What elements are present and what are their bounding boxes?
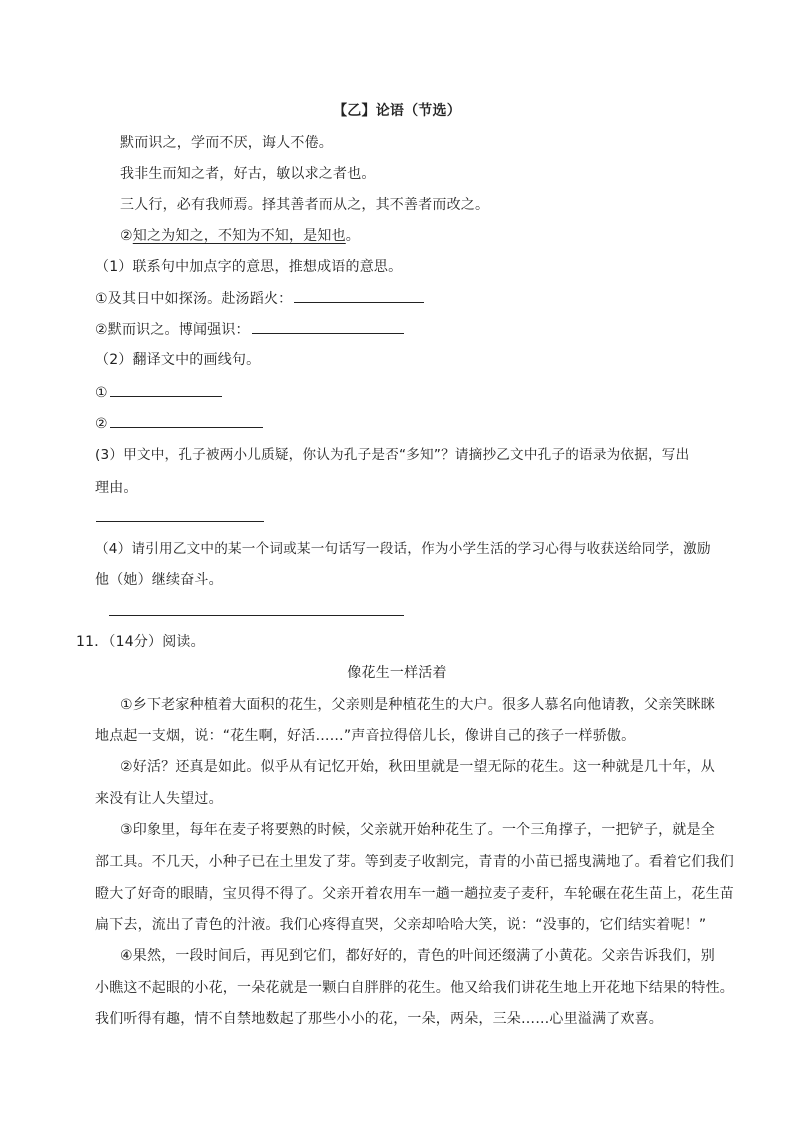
answer-blank[interactable]	[294, 288, 424, 303]
q4-line-1: （4）请引用乙文中的某一个词或某一句话写一段话，作为小学生活的学习心得与收获送给同学，激励	[95, 541, 711, 557]
analects-line-1: 默而识之，学而不厌，诲人不倦。	[120, 135, 333, 151]
answer-blank[interactable]	[110, 382, 222, 397]
paragraph-1-line-1: ①乡下老家种植着大面积的花生，父亲则是种植花生的大户。很多人慕名向他请教，父亲笑眯眯	[120, 697, 715, 713]
q3-line-2: 理由。	[95, 480, 138, 496]
q2-prompt: （2）翻译文中的画线句。	[95, 352, 261, 368]
analects-line-4	[120, 226, 360, 246]
q2-item-1-marker: ①	[95, 385, 108, 401]
paragraph-3-line-3: 瞪大了好奇的眼睛，宝贝得不得了。父亲开着农用车一趟一趟拉麦子麦秆，车轮碾在花生苗上，花生苗	[95, 886, 734, 902]
q11-label: 11．（14分）阅读。	[76, 634, 205, 650]
q2-item-2-marker: ②	[95, 416, 108, 432]
analects-line-3: 三人行，必有我师焉。择其善者而从之，其不善者而改之。	[120, 197, 490, 213]
answer-line[interactable]	[96, 521, 264, 522]
answer-blank[interactable]	[110, 413, 263, 428]
answer-line[interactable]	[109, 615, 404, 616]
analects-line-2: 我非生而知之者，好古，敏以求之者也。	[120, 166, 376, 182]
answer-blank[interactable]	[252, 319, 404, 334]
paragraph-4-line-1: ④果然，一段时间后，再见到它们，都好好的，青色的叶间还缀满了小黄花。父亲告诉我们，别	[120, 948, 715, 964]
paragraph-2-line-2: 来没有让人失望过。	[95, 791, 223, 807]
paragraph-3-line-2: 部工具。不几天，小种子已在土里发了芽。等到麦子收割完，青青的小苗已摇曳满地了。看着它们我们	[95, 854, 734, 870]
q1-item-2	[95, 319, 404, 340]
paragraph-4-line-3: 我们听得有趣，情不自禁地数起了那些小小的花，一朵，两朵，三朵……心里溢满了欢喜。	[95, 1011, 663, 1027]
q2-item-2	[95, 413, 263, 434]
q1-prompt: （1）联系句中加点字的意思，推想成语的意思。	[95, 259, 403, 275]
circled-number: ②	[120, 228, 133, 244]
paragraph-1-line-2: 地点起一支烟，说：“花生啊，好活……”声音拉得倍儿长，像讲自己的孩子一样骄傲。	[95, 728, 636, 744]
q4-line-2: 他（她）继续奋斗。	[95, 572, 223, 588]
part-b-heading: 【乙】论语（节选）	[333, 103, 461, 119]
paragraph-2-line-1: ②好活？还真是如此。似乎从有记忆开始，秋田里就是一望无际的花生。这一种就是几十年，从	[120, 759, 715, 775]
q1-item-1-text: ①及其日中如探汤。赴汤蹈火：	[95, 291, 293, 307]
q1-item-1	[95, 288, 424, 309]
q1-item-2-text: ②默而识之。博闻强识：	[95, 322, 250, 338]
underlined-sentence: 知之为知之，不知为不知，是知也	[132, 228, 346, 244]
sentence-end: 。	[345, 228, 360, 244]
essay-title: 像花生一样活着	[347, 665, 447, 681]
paragraph-3-line-4: 扁下去，流出了青色的汁液。我们心疼得直哭，父亲却哈哈大笑，说：“没事的，它们结实着呢！”	[95, 917, 707, 933]
q2-item-1	[95, 382, 222, 403]
paragraph-4-line-2: 小瞧这不起眼的小花，一朵花就是一颗白自胖胖的花生。他又给我们讲花生地上开花地下结果的特性。	[95, 980, 734, 996]
paragraph-3-line-1: ③印象里，每年在麦子将要熟的时候，父亲就开始种花生了。一个三角撑子，一把铲子，就是全	[120, 822, 715, 838]
q3-line-1: (3）甲文中，孔子被两小儿质疑，你认为孔子是否“多知”？请摘抄乙文中孔子的语录为依据，写出	[95, 447, 690, 463]
